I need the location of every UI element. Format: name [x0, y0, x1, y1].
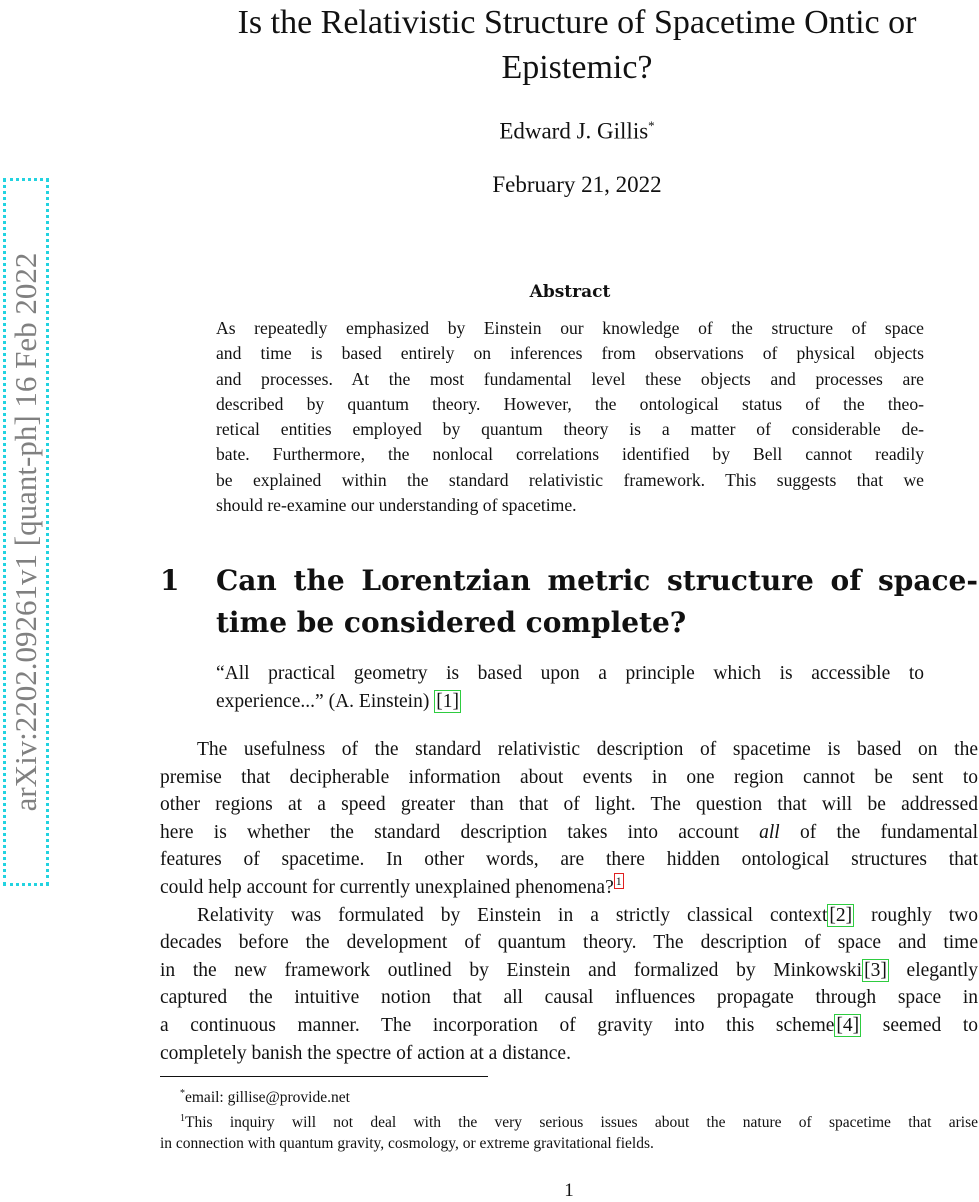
abstract-line: retical entities employed by quantum theory is a matter of considerable de- [216, 419, 924, 440]
date: February 21, 2022 [492, 172, 662, 197]
text-span: seemed to [861, 1014, 979, 1036]
section-heading [216, 560, 978, 644]
abstract-line: should re-examine our understanding of spacetime. [216, 495, 577, 516]
text-line [216, 660, 924, 688]
text-line [160, 1040, 978, 1068]
epigraph-quote [216, 660, 924, 716]
paper-title [160, 0, 979, 90]
text-line [160, 846, 978, 874]
text-span: elegantly [888, 959, 979, 981]
footnote: $^1$This inquiry will not deal with the very serious issues about the nature of spacetime that arise [180, 1113, 978, 1132]
text-span: The usefulness of the standard relativistic description of spacetime is based on the [197, 739, 978, 760]
abstract-body [216, 316, 924, 518]
text-line [160, 957, 978, 985]
text-span: of the fundamental [779, 821, 978, 843]
title-line: Epistemic? [501, 49, 653, 86]
text-span: decades before the development of quantum theory. The description of space and time [160, 932, 978, 954]
abstract-line: be explained within the standard relativistic framework. This suggests that we [216, 469, 924, 490]
section-heading-line: time be considered complete? [216, 606, 687, 639]
footnotes [160, 1083, 978, 1154]
text-line [160, 764, 978, 792]
section-number: 1 [160, 564, 180, 597]
text-line [160, 1012, 978, 1040]
footnote-rule [160, 1076, 488, 1077]
text-span: premise that decipherable information about events in one region cannot be sent to [160, 766, 978, 788]
citation-link[interactable]: [1] [436, 691, 459, 712]
abstract-line: described by quantum theory. However, the ontological status of the theo- [216, 393, 924, 414]
author: Edward J. Gillis* [499, 118, 655, 144]
paragraph [160, 736, 978, 902]
text-line [216, 688, 924, 716]
text-line [160, 736, 978, 764]
text-span: Relativity was formulated by Einstein in a strictly classical context [197, 904, 828, 926]
abstract-line: As repeatedly emphasized by Einstein our knowledge of the structure of space [216, 318, 924, 338]
author-footnote-mark: * [648, 118, 655, 133]
citation-link[interactable]: [4] [836, 1014, 860, 1036]
text-line [160, 902, 978, 930]
abstract-line: bate. Furthermore, the nonlocal correlations identified by Bell cannot readily [216, 444, 924, 465]
footnote-continuation: in connection with quantum gravity, cosmology, or extreme gravitational fields. [160, 1135, 654, 1153]
text-span: features of spacetime. In other words, are there hidden ontological structures that [160, 849, 978, 871]
text-line [160, 791, 978, 819]
body-text [160, 736, 978, 1067]
text-span: a continuous manner. The incorporation of gravity into this scheme [160, 1014, 835, 1036]
footnote: *email: gillise@provide.net [180, 1088, 350, 1107]
text-span: could help account for currently unexplained phenomena? [160, 876, 614, 898]
text-line [160, 874, 978, 902]
section-heading-line: Can the Lorentzian metric structure of space- [216, 564, 978, 597]
abstract-heading: Abstract [529, 282, 611, 302]
footnote-link[interactable]: 1 [615, 874, 622, 889]
page-number: 1 [564, 1180, 574, 1201]
text-span: here is whether the standard description takes into account [160, 821, 760, 843]
title-line: Is the Relativistic Structure of Spacetime Ontic or [237, 4, 917, 41]
paragraph [160, 902, 978, 1068]
text-span: “All practical geometry is based upon a principle which is accessible to [216, 663, 924, 684]
text-span: in the new framework outlined by Einstein and formalized by Minkowski [160, 959, 863, 981]
citation-link[interactable]: [2] [829, 904, 853, 926]
text-span: experience...” (A. Einstein) [216, 691, 435, 712]
citation-link[interactable]: [3] [864, 959, 887, 981]
text-span: roughly two [854, 904, 978, 926]
abstract-line: and time is based entirely on inferences from observations of physical objects [216, 343, 924, 364]
emphasis: all [759, 821, 780, 843]
text-line [160, 819, 978, 847]
text-line [160, 984, 978, 1012]
abstract-line: and processes. At the most fundamental level these objects and processes are [216, 368, 924, 389]
arxiv-stamp: arXiv:2202.09261v1 [quant-ph] 16 Feb 2022 [3, 178, 49, 886]
text-span: completely banish the spectre of action at a distance. [160, 1042, 571, 1064]
text-line [160, 929, 978, 957]
text-span: other regions at a speed greater than that of light. The question that will be addressed [160, 794, 978, 816]
text-span: captured the intuitive notion that all causal influences propagate through space in [160, 987, 978, 1009]
